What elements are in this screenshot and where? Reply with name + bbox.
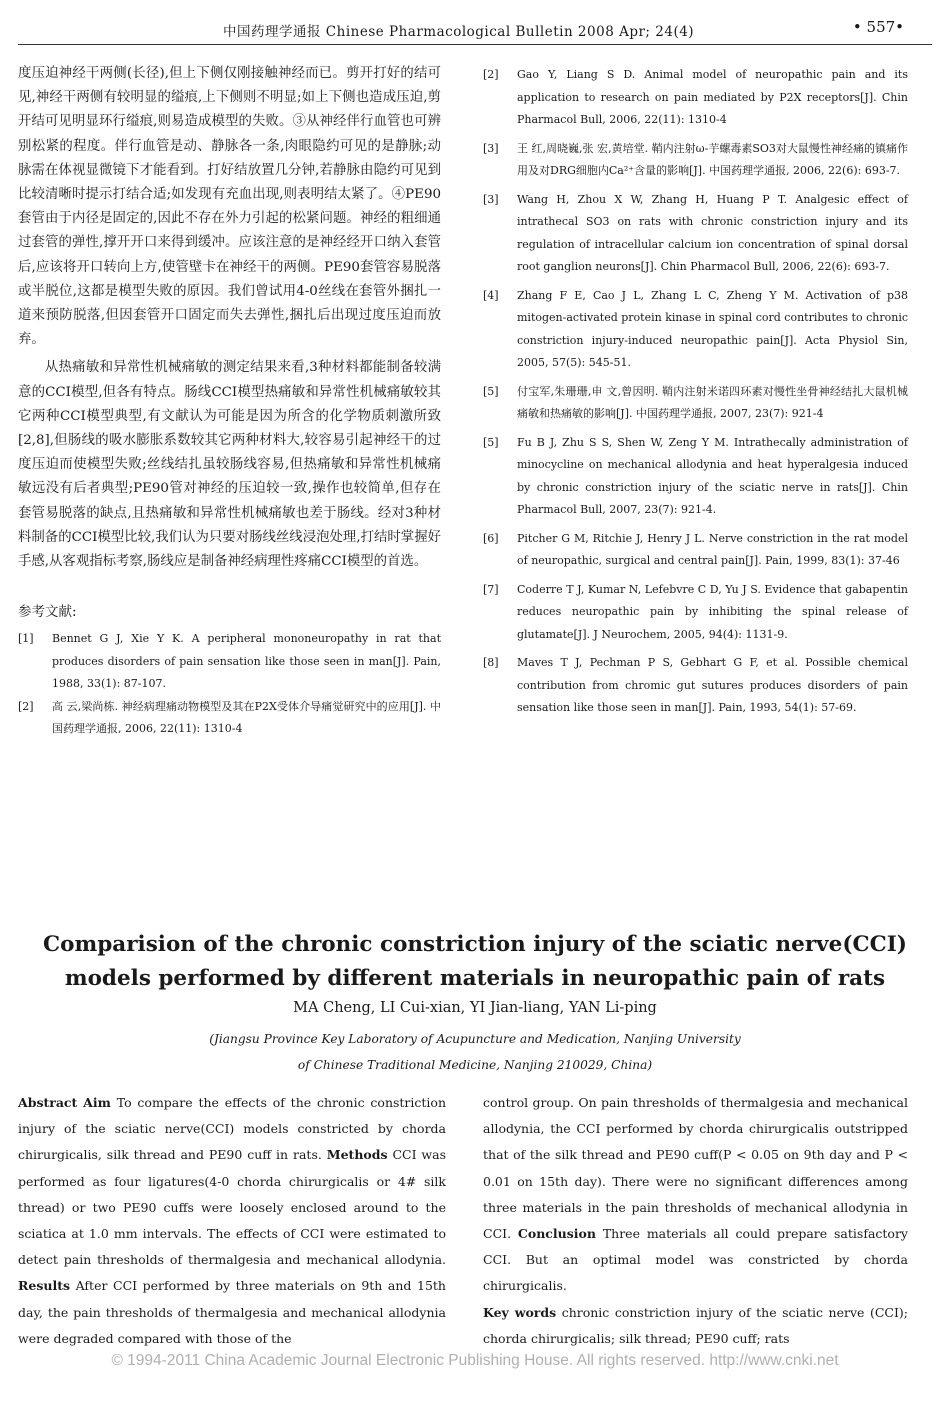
methods-text: CCI was performed as four ligatures(4-0 chorda chirurgicalis or 4# silk thread) or two PE90 cuffs were loosely enclosed around to the sciatica at 1.0 mm intervals. The effects of CCI were estimated to detect pain thresholds of thermalgesia and mechanical allodynia. <box>18 1147 446 1268</box>
abstract-left-column <box>18 1090 446 1352</box>
methods-label: Methods <box>326 1147 388 1163</box>
reference-list-right <box>483 64 908 726</box>
reference-item: [3] Wang H, Zhou X W, Zhang H, Huang P T. Analgesic effect of intrathecal SO3 on rats with chronic constriction injury and its regulation of intracellular calcium ion concentration of spinal dorsal root ganglion neurons[J]. Chin Pharmacol Bull, 2006, 22(6): 693-7. <box>483 192 908 273</box>
conclusion-label: Conclusion <box>517 1226 596 1242</box>
reference-item: [4] Zhang F E, Cao J L, Zhang L C, Zheng Y M. Activation of p38 mitogen-activated protein kinase in spinal cord contributes to chronic constriction injury-induced neuropathic pain[J]. Acta Physiol Sin, 2005, 57(5): 545-51. <box>483 288 908 369</box>
reference-item: [1] Bennet G J, Xie Y K. A peripheral mononeuropathy in rat that produces disorders of pain sensation like those seen in man[J]. Pain, 1988, 33(1): 87-107. <box>18 632 441 691</box>
results-label: Results <box>18 1278 71 1294</box>
copyright-footer: © 1994-2011 China Academic Journal Electronic Publishing House. All rights reserved. http://www.cnki.net <box>111 1352 839 1369</box>
page-number: • 557• <box>852 18 904 36</box>
reference-item: [2] 高 云,梁尚栋. 神经病理痛动物模型及其在P2X受体介导痛觉研究中的应用[J]. 中国药理学通报, 2006, 22(11): 1310-4 <box>18 699 441 736</box>
reference-item: [3] 王 红,周晓巍,张 宏,黄培堂. 鞘内注射ω-芋螺毒素SO3对大鼠慢性神经痛的镇痛作用及对DRG细胞内Ca²⁺含量的影响[J]. 中国药理学通报, 2006, 22(6): 693-7. <box>483 141 908 177</box>
author-affiliation: (Jiangsu Province Key Laboratory of Acupuncture and Medication, Nanjing University of Chinese Traditional Medicine, Nanjing 210029, China) <box>209 1032 741 1072</box>
english-title <box>40 928 910 996</box>
reference-item: [8] Maves T J, Pechman P S, Gebhart G F, et al. Possible chemical contribution from chromic gut sutures produces disorders of pain sensation like those seen in man[J]. Pain, 1993, 54(1): 57-69. <box>483 656 908 714</box>
aim-text: To compare the effects of the chronic constriction injury of the sciatic nerve(CCI) models constricted by chorda chirurgicalis, silk thread and PE90 cuff in rats. <box>18 1095 447 1163</box>
conclusion-text: Three materials all could prepare satisfactory CCI. But an optimal model was constricted by chorda chirurgicalis. <box>483 1226 908 1294</box>
references-heading: 参考文献: <box>18 604 77 621</box>
abstract-label: Abstract <box>18 1095 78 1110</box>
aim-label: Aim <box>83 1095 111 1110</box>
header-rule <box>18 44 932 45</box>
results-text: After CCI performed by three materials on 9th and 15th day, the pain thresholds of thermalgesia and mechanical allodynia were degraded compared with those of the <box>18 1278 446 1346</box>
reference-item: [2] Gao Y, Liang S D. Animal model of neuropathic pain and its application to research on pain mediated by P2X receptors[J]. Chin Pharmacol Bull, 2006, 22(11): 1310-4 <box>483 68 908 126</box>
reference-list-left <box>18 628 441 741</box>
left-body-column <box>18 62 441 741</box>
english-title-line: models performed by different materials in neuropathic pain of rats <box>64 966 886 991</box>
keywords-line <box>483 1300 908 1352</box>
reference-item: [6] Pitcher G M, Ritchie J, Henry J L. Nerve constriction in the rat model of neuropathic, surgical and central pain[J]. Pain, 1999, 83(1): 37-46 <box>483 531 908 567</box>
english-title-line: Comparision of the chronic constriction injury of the sciatic nerve(CCI) <box>43 932 907 957</box>
reference-item: [7] Coderre T J, Kumar N, Lefebvre C D, Yu J S. Evidence that gabapentin reduces neuropathic pain by inhibiting the spinal release of glutamate[J]. J Neurochem, 2005, 94(4): 1131-9. <box>483 582 908 641</box>
body-paragraph: 从热痛敏和异常性机械痛敏的测定结果来看,3种材料都能制备较满意的CCI模型,但各有特点。肠线CCI模型热痛敏和异常性机械痛敏较其它两种CCI模型典型,有文献认为可能是因为所含的化学物质刺激所致[2,8],但肠线的吸水膨胀系数较其它两种材料大,较容易引起神经干的过度压迫而使模型失败;丝线结扎虽较肠线容易,但热痛敏和异常性机械痛敏远没有后者典型;PE90管对神经的压迫较一致,操作也较简单,但存在套管易脱落的缺点,且热痛敏和异常性机械痛敏也差于肠线。经对3种材料制备的CCI模型比较,我们认为只要对肠线丝线浸泡处理,打结时掌握好手感,从客观指标考察,肠线应是制备神经病理性疼痛CCI模型的首选。 <box>18 360 441 570</box>
results-text-cont: control group. On pain thresholds of thermalgesia and mechanical allodynia, the CCI performed by chorda chirurgicalis outstripped that of the silk thread and PE90 cuff(P < 0.05 on 9th day and P < 0.01 on 15th day). There were no significant differences among three materials in the pain thresholds of mechanical allodynia in CCI. <box>483 1095 908 1242</box>
keywords-text: chronic constriction injury of the sciatic nerve (CCI); chorda chirurgicalis; silk thread; PE90 cuff; rats <box>483 1304 908 1346</box>
abstract-right-column <box>483 1090 908 1352</box>
page-header <box>18 14 932 48</box>
journal-running-title: 中国药理学通报 Chinese Pharmacological Bulletin 2008 Apr; 24(4) <box>223 24 695 40</box>
body-paragraph: 度压迫神经干两侧(长径),但上下侧仅刚接触神经而已。剪开打好的结可见,神经干两侧有较明显的缢痕,上下侧则不明显;如上下侧也造成压迫,剪开结可见明显环行缢痕,则易造成模型的失败。③从神经伴行血管也可辨别松紧的程度。伴行血管是动、静脉各一条,肉眼隐约可见的是静脉;动脉需在体视显微镜下才能看到。打好结放置几分钟,若静脉由隐约可见到比较清晰时提示打结合适;如发现有充血出现,则表明结太紧了。④PE90套管由于内径是固定的,因此不存在外力引起的松紧问题。神经的粗细通过套管的弹性,撑开开口来得到缓冲。应该注意的是神经经开口纳入套管后,应该将开口转向上方,使管壁卡在神经干的两侧。PE90套管容易脱落或半脱位,这都是模型失败的原因。我们曾试用4-0丝线在套管外捆扎一道来预防脱落,但因套管开口固定而失去弹性,捆扎后出现过度压迫而放弃。 <box>18 66 441 348</box>
keywords-label: Key words <box>483 1304 557 1320</box>
reference-item: [5] Fu B J, Zhu S S, Shen W, Zeng Y M. Intrathecally administration of minocycline on mechanical allodynia and heat hyperalgesia induced by chronic constriction injury of the sciatic nerve in rats[J]. Chin Pharmacol Bull, 2007, 23(7): 921-4. <box>483 435 908 516</box>
author-list: MA Cheng, LI Cui-xian, YI Jian-liang, YAN Li-ping <box>293 1000 657 1016</box>
reference-item: [5] 付宝军,朱珊珊,申 文,曾因明. 鞘内注射米诺四环素对慢性坐骨神经结扎大鼠机械痛敏和热痛敏的影响[J]. 中国药理学通报, 2007, 23(7): 921-4 <box>483 384 908 420</box>
